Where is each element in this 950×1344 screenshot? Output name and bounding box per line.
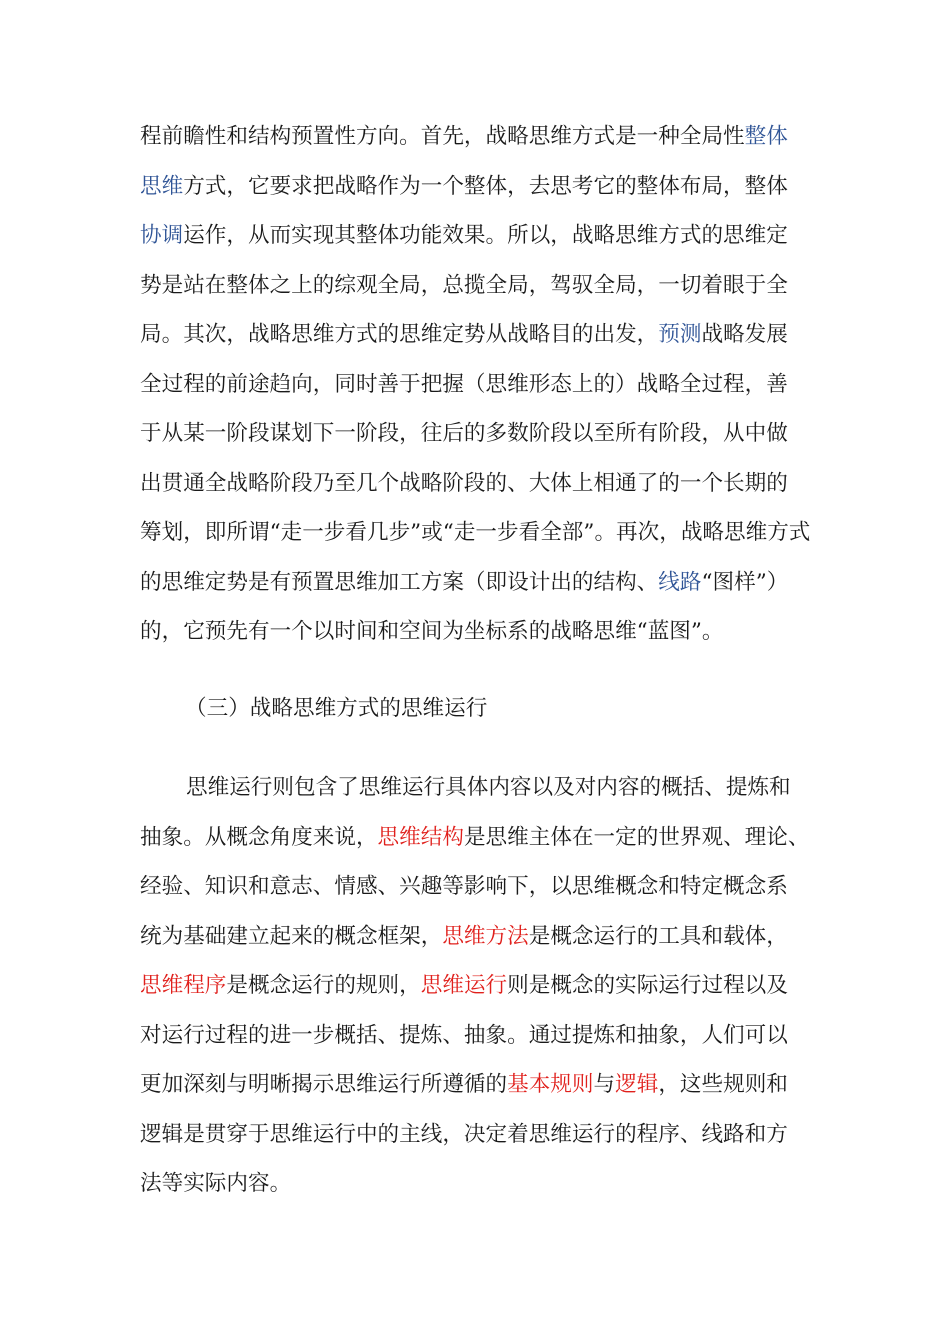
text-run: “图样”） [701, 569, 789, 595]
text-line [140, 459, 812, 509]
highlighted-term: 思维运行 [420, 973, 508, 998]
text-run: 法等实际内容。 [140, 1171, 292, 1196]
text-line [140, 813, 812, 863]
text-run: 的思维定势是有预置思维加工方案（即设计出的结构、 [140, 569, 659, 595]
text-run: 思维运行则包含了思维运行具体内容以及对内容的概括、提炼和 [186, 775, 791, 800]
highlighted-term: 思维方法 [442, 923, 529, 949]
highlighted-term[interactable]: 思维 [140, 173, 184, 199]
text-run: 筹划，即所谓“走一步看几步”或“走一步看全部”。再次，战略思维方式 [140, 520, 811, 545]
text-line [140, 261, 812, 311]
text-run: 对运行过程的进一步概括、提炼、抽象。通过提炼和抽象，人们可以 [140, 1022, 788, 1048]
text-line [140, 1060, 812, 1110]
text-run: 则是概念的实际运行过程以及 [507, 973, 788, 998]
highlighted-term: 逻辑 [615, 1072, 659, 1097]
spacer [140, 657, 812, 684]
spacer [140, 733, 812, 763]
text-run: 更加深刻与明晰揭示思维运行所遵循的 [140, 1072, 508, 1097]
text-run: 逻辑是贯穿于思维运行中的主线，决定着思维运行的程序、线路和方 [140, 1121, 788, 1147]
text-line [140, 912, 812, 962]
text-run: 出贯通全战略阶段乃至几个战略阶段的、大体上相通了的一个长期的 [140, 470, 788, 496]
text-run: 的，它预先有一个以时间和空间为坐标系的战略思维“蓝图”。 [140, 619, 724, 644]
highlighted-term: 思维结构 [377, 824, 464, 850]
text-line [140, 862, 812, 912]
highlighted-term: 思维程序 [140, 973, 227, 998]
text-line [140, 112, 812, 162]
text-run: 是概念运行的工具和载体， [528, 923, 788, 949]
highlighted-term[interactable]: 整体 [744, 124, 788, 149]
text-run: 势是站在整体之上的综观全局，总揽全局，驾驭全局，一切着眼于全 [140, 272, 788, 298]
text-run: 全过程的前途趋向，同时善于把握（思维形态上的）战略全过程，善 [140, 371, 788, 397]
document-page [140, 112, 812, 1209]
text-line [140, 360, 812, 410]
text-line [140, 508, 812, 558]
highlighted-term[interactable]: 协调 [140, 223, 184, 248]
text-line [140, 763, 812, 813]
paragraph-thinking-operation [140, 763, 812, 1209]
highlighted-term[interactable]: 线路 [658, 569, 702, 595]
text-line [140, 961, 812, 1011]
highlighted-term[interactable]: 预测 [658, 322, 702, 347]
text-line [140, 211, 812, 261]
paragraph-strategic-thinking-mode [140, 112, 812, 657]
text-line [140, 1159, 812, 1209]
text-run: 是思维主体在一定的世界观、理论、 [463, 824, 810, 850]
text-line [140, 607, 812, 657]
text-run: 与 [593, 1072, 616, 1097]
text-line [140, 409, 812, 459]
text-run: 程前瞻性和结构预置性方向。首先，战略思维方式是一种全局性 [140, 124, 745, 149]
text-run: 经验、知识和意志、情感、兴趣等影响下，以思维概念和特定概念系 [140, 874, 788, 899]
text-run: 局。其次，战略思维方式的思维定势从战略目的出发， [140, 322, 659, 347]
text-line [140, 558, 812, 608]
text-run: 统为基础建立起来的概念框架， [140, 923, 443, 949]
text-line [140, 1011, 812, 1061]
text-line [140, 1110, 812, 1160]
text-run: 是概念运行的规则， [226, 973, 421, 998]
text-run: 方式，它要求把战略作为一个整体，去思考它的整体布局，整体 [183, 173, 788, 199]
text-line [140, 310, 812, 360]
text-run: ，这些规则和 [658, 1072, 788, 1097]
text-line [140, 162, 812, 212]
text-run: 运作，从而实现其整体功能效果。所以，战略思维方式的思维定 [183, 223, 788, 248]
text-run: 战略发展 [701, 322, 788, 347]
text-run: 抽象。从概念角度来说， [140, 824, 378, 850]
section-heading: （三）战略思维方式的思维运行 [185, 695, 488, 721]
highlighted-term: 基本规则 [507, 1072, 594, 1097]
text-run: 于从某一阶段谋划下一阶段，往后的多数阶段以至所有阶段，从中做 [140, 421, 788, 446]
